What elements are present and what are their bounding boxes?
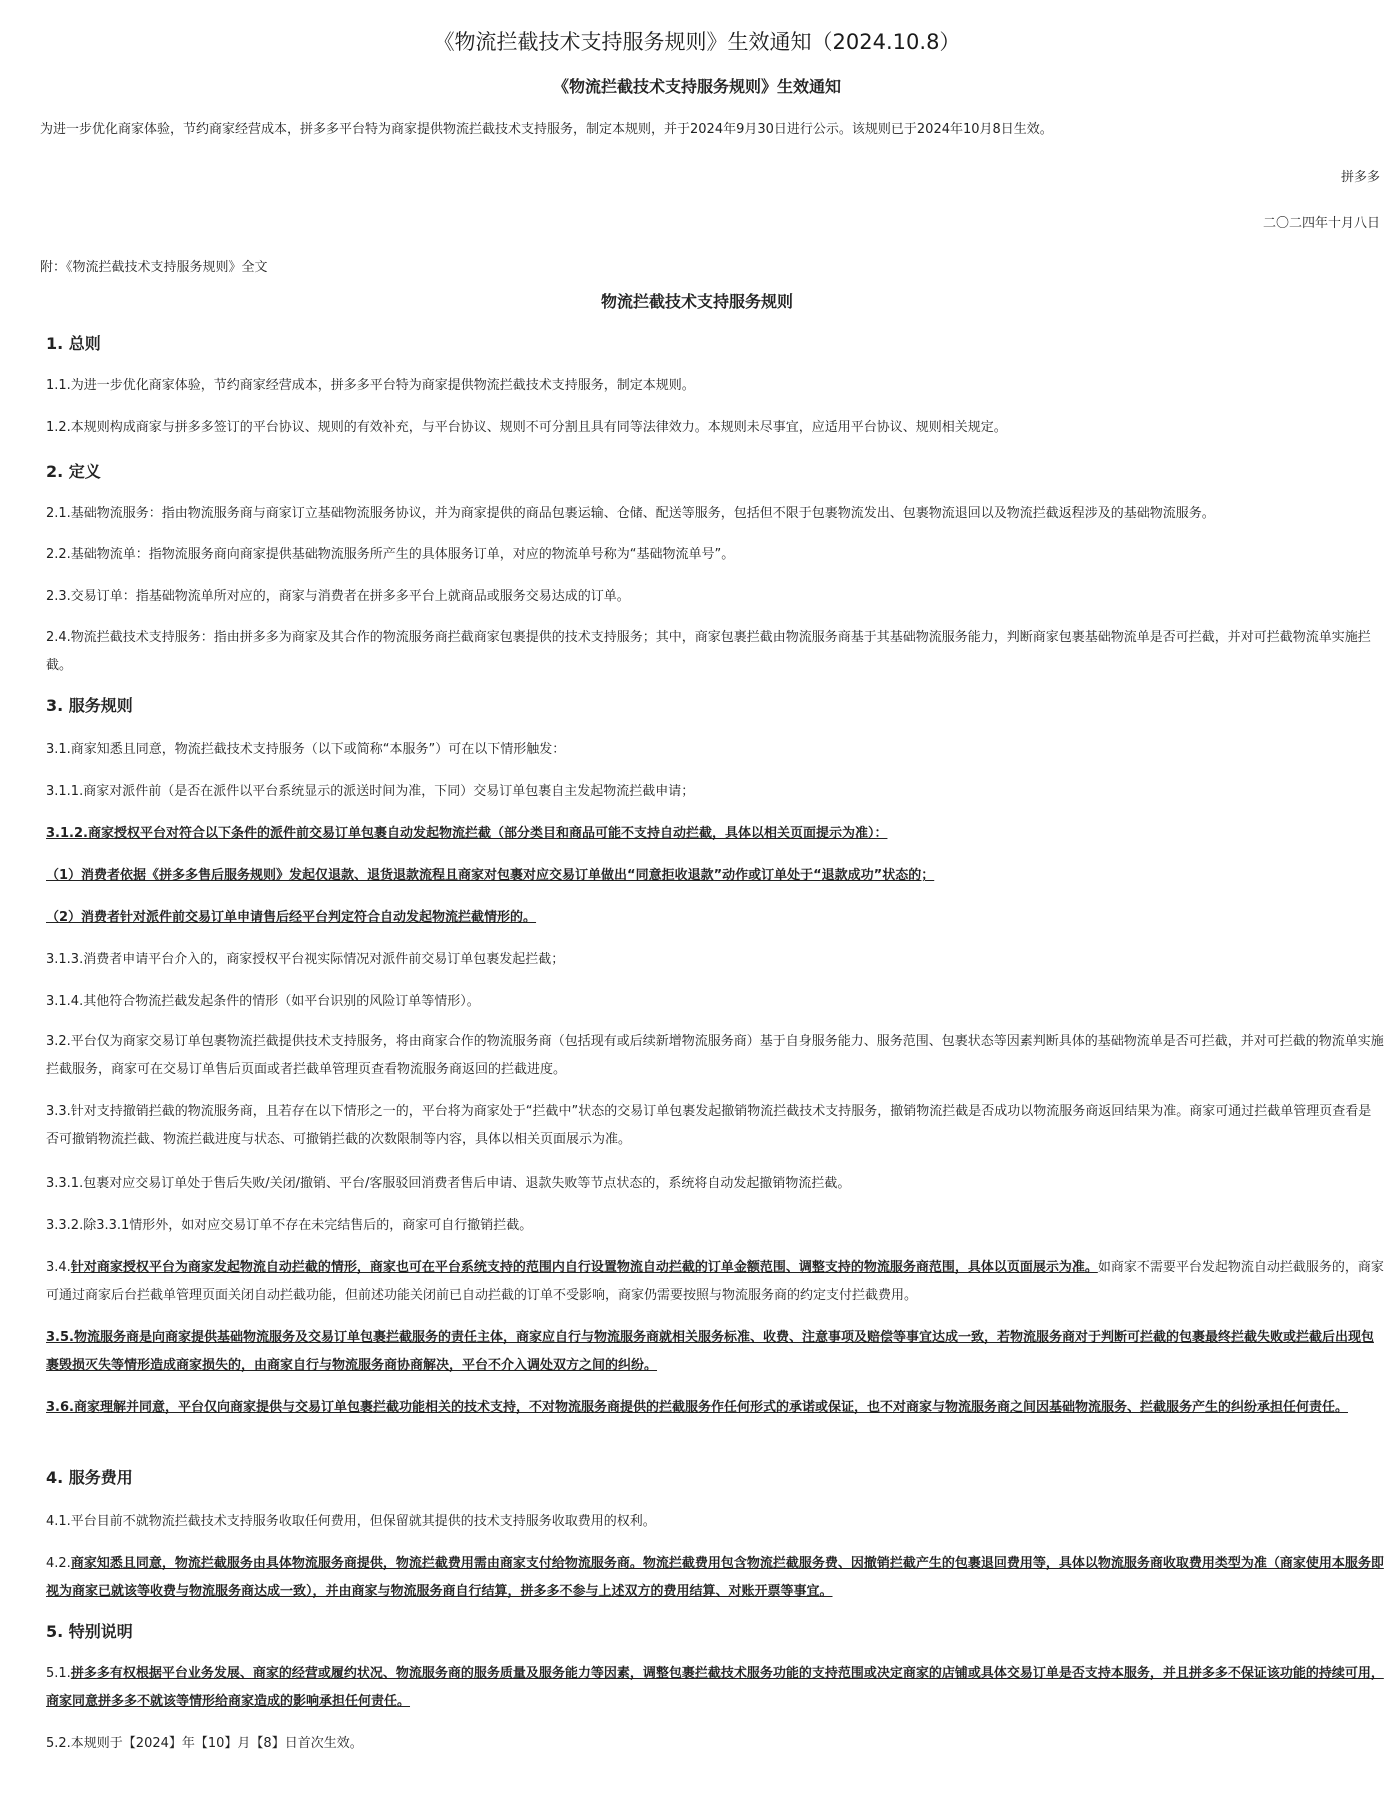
clause-3-2: 3.2.平台仅为商家交易订单包裹物流拦截提供技术支持服务，将由商家合作的物流服务商（包括现有或后续新增物流服务商）基于自身服务能力、服务范围、包裹状态等因素判断具体的基础物流单是否可拦截，并对可拦截的物流单实施拦截服务，商家可在交易订单售后页面或者拦截单管理页查看物流服务商返回的拦截进度。	[46, 1034, 1384, 1077]
section-3-heading: 3. 服务规则	[46, 696, 133, 715]
clause-5-1-emphasis: 拼多多有权根据平台业务发展、商家的经营或履约状况、物流服务商的服务质量及服务能力等因素，调整包裹拦截技术服务功能的支持范围或决定商家的店铺或具体交易订单是否支持本服务，并且拼多多不保证该功能的持续可用，商家同意拼多多不就该等情形给商家造成的影响承担任何责任。	[46, 1666, 1384, 1709]
clause-3-1-2-item-2: （2）消费者针对派件前交易订单申请售后经平台判定符合自动发起物流拦截情形的。	[46, 910, 537, 925]
clause-4-2-emphasis: 商家知悉且同意，物流拦截服务由具体物流服务商提供，物流拦截费用需由商家支付给物流服务商。物流拦截费用包含物流拦截服务费、因撤销拦截产生的包裹退回费用等，具体以物流服务商收取费用类型为准（商家使用本服务即视为商家已就该等收费与物流服务商达成一致），并由商家与物流服务商自行结算，拼多多不参与上述双方的费用结算、对账开票等事宜。	[46, 1556, 1384, 1599]
clause-4-2-number: 4.2.	[46, 1556, 71, 1571]
clause-2-4: 2.4.物流拦截技术支持服务：指由拼多多为商家及其合作的物流服务商拦截商家包裹提供的技术支持服务；其中，商家包裹拦截由物流服务商基于其基础物流服务能力，判断商家包裹基础物流单是否可拦截，并对可拦截物流单实施拦截。	[46, 630, 1371, 673]
clause-3-3-2: 3.3.2.除3.3.1情形外，如对应交易订单不存在未完结售后的，商家可自行撤销拦截。	[46, 1218, 533, 1233]
clause-5-2: 5.2.本规则于【2024】年【10】月【8】日首次生效。	[46, 1736, 363, 1751]
clause-3-1-1: 3.1.1.商家对派件前（是否在派件以平台系统显示的派送时间为准，下同）交易订单包裹自主发起物流拦截申请；	[46, 784, 695, 799]
clause-3-4-rest: 如商家不需要平台发起物流自动拦截服务的，商家可通过商家后台拦截单管理页面关闭自动拦截功能，但前述功能关闭前已自动拦截的订单不受影响，商家仍需要按照与物流服务商的约定支付拦截费用。	[46, 1260, 1384, 1303]
page-title: 《物流拦截技术支持服务规则》生效通知（2024.10.8）	[433, 30, 961, 54]
notice-intro: 为进一步优化商家体验，节约商家经营成本，拼多多平台特为商家提供物流拦截技术支持服务，制定本规则，并于2024年9月30日进行公示。该规则已于2024年10月8日生效。	[40, 122, 1053, 137]
clause-3-4-number: 3.4.	[46, 1260, 71, 1275]
clause-5-1	[46, 1660, 1384, 1716]
notice-signer: 拼多多	[1340, 170, 1380, 185]
section-5-heading: 5. 特别说明	[46, 1622, 133, 1641]
attachment-link[interactable]: 附：《物流拦截技术支持服务规则》全文	[40, 260, 268, 275]
section-1-heading: 1. 总则	[46, 334, 101, 353]
clause-3-4-emphasis: 针对商家授权平台为商家发起物流自动拦截的情形，商家也可在平台系统支持的范围内自行设置物流自动拦截的订单金额范围、调整支持的物流服务商范围，具体以页面展示为准。	[70, 1260, 1098, 1275]
clause-3-3: 3.3.针对支持撤销拦截的物流服务商，且若存在以下情形之一的，平台将为商家处于“拦截中”状态的交易订单包裹发起撤销物流拦截技术支持服务，撤销物流拦截是否成功以物流服务商返回结果为准。商家可通过拦截单管理页查看是否可撤销物流拦截、物流拦截进度与状态、可撤销拦截的次数限制等内容，具体以相关页面展示为准。	[46, 1104, 1372, 1147]
clause-1-2: 1.2.本规则构成商家与拼多多签订的平台协议、规则的有效补充，与平台协议、规则不可分割且具有同等法律效力。本规则未尽事宜，应适用平台协议、规则相关规定。	[46, 420, 1007, 435]
notice-title: 《物流拦截技术支持服务规则》生效通知	[552, 77, 841, 96]
clause-4-2	[46, 1550, 1384, 1606]
clause-2-3: 2.3.交易订单：指基础物流单所对应的，商家与消费者在拼多多平台上就商品或服务交易达成的订单。	[46, 589, 630, 604]
clause-5-1-number: 5.1.	[46, 1666, 71, 1681]
clause-3-4	[46, 1254, 1384, 1310]
clause-3-1: 3.1.商家知悉且同意，物流拦截技术支持服务（以下或简称“本服务”）可在以下情形触发：	[46, 742, 566, 757]
clause-3-1-4: 3.1.4.其他符合物流拦截发起条件的情形（如平台识别的风险订单等情形）。	[46, 994, 480, 1009]
clause-4-1: 4.1.平台目前不就物流拦截技术支持服务收取任何费用，但保留就其提供的技术支持服务收取费用的权利。	[46, 1514, 656, 1529]
clause-2-2: 2.2.基础物流单：指物流服务商向商家提供基础物流服务所产生的具体服务订单，对应的物流单号称为“基础物流单号”。	[46, 547, 735, 562]
clause-3-1-2-item-1: （1）消费者依据《拼多多售后服务规则》发起仅退款、退货退款流程且商家对包裹对应交易订单做出“同意拒收退款”动作或订单处于“退款成功”状态的；	[46, 868, 935, 883]
clause-2-1: 2.1.基础物流服务：指由物流服务商与商家订立基础物流服务协议，并为商家提供的商品包裹运输、仓储、配送等服务，包括但不限于包裹物流发出、包裹物流退回以及物流拦截返程涉及的基础物流服务。	[46, 506, 1215, 521]
clause-1-1: 1.1.为进一步优化商家体验，节约商家经营成本，拼多多平台特为商家提供物流拦截技术支持服务，制定本规则。	[46, 378, 695, 393]
clause-3-3-1: 3.3.1.包裹对应交易订单处于售后失败/关闭/撤销、平台/客服驳回消费者售后申请、退款失败等节点状态的，系统将自动发起撤销物流拦截。	[46, 1176, 851, 1191]
clause-3-6: 3.6.商家理解并同意，平台仅向商家提供与交易订单包裹拦截功能相关的技术支持，不对物流服务商提供的拦截服务作任何形式的承诺或保证，也不对商家与物流服务商之间因基础物流服务、拦截服务产生的纠纷承担任何责任。	[46, 1400, 1348, 1415]
section-2-heading: 2. 定义	[46, 462, 101, 481]
clause-3-1-3: 3.1.3.消费者申请平台介入的，商家授权平台视实际情况对派件前交易订单包裹发起拦截；	[46, 952, 565, 967]
clause-3-5: 3.5.物流服务商是向商家提供基础物流服务及交易订单包裹拦截服务的责任主体，商家应自行与物流服务商就相关服务标准、收费、注意事项及赔偿等事宜达成一致，若物流服务商对于判断可拦截的包裹最终拦截失败或拦截后出现包裹毁损灭失等情形造成商家损失的，由商家自行与物流服务商协商解决，平台不介入调处双方之间的纠纷。	[46, 1330, 1374, 1373]
section-4-heading: 4. 服务费用	[46, 1468, 133, 1487]
notice-date: 二〇二四年十月八日	[1262, 216, 1380, 231]
rules-title: 物流拦截技术支持服务规则	[600, 292, 793, 311]
clause-3-1-2: 3.1.2.商家授权平台对符合以下条件的派件前交易订单包裹自动发起物流拦截（部分类目和商品可能不支持自动拦截，具体以相关页面提示为准）：	[46, 826, 888, 841]
